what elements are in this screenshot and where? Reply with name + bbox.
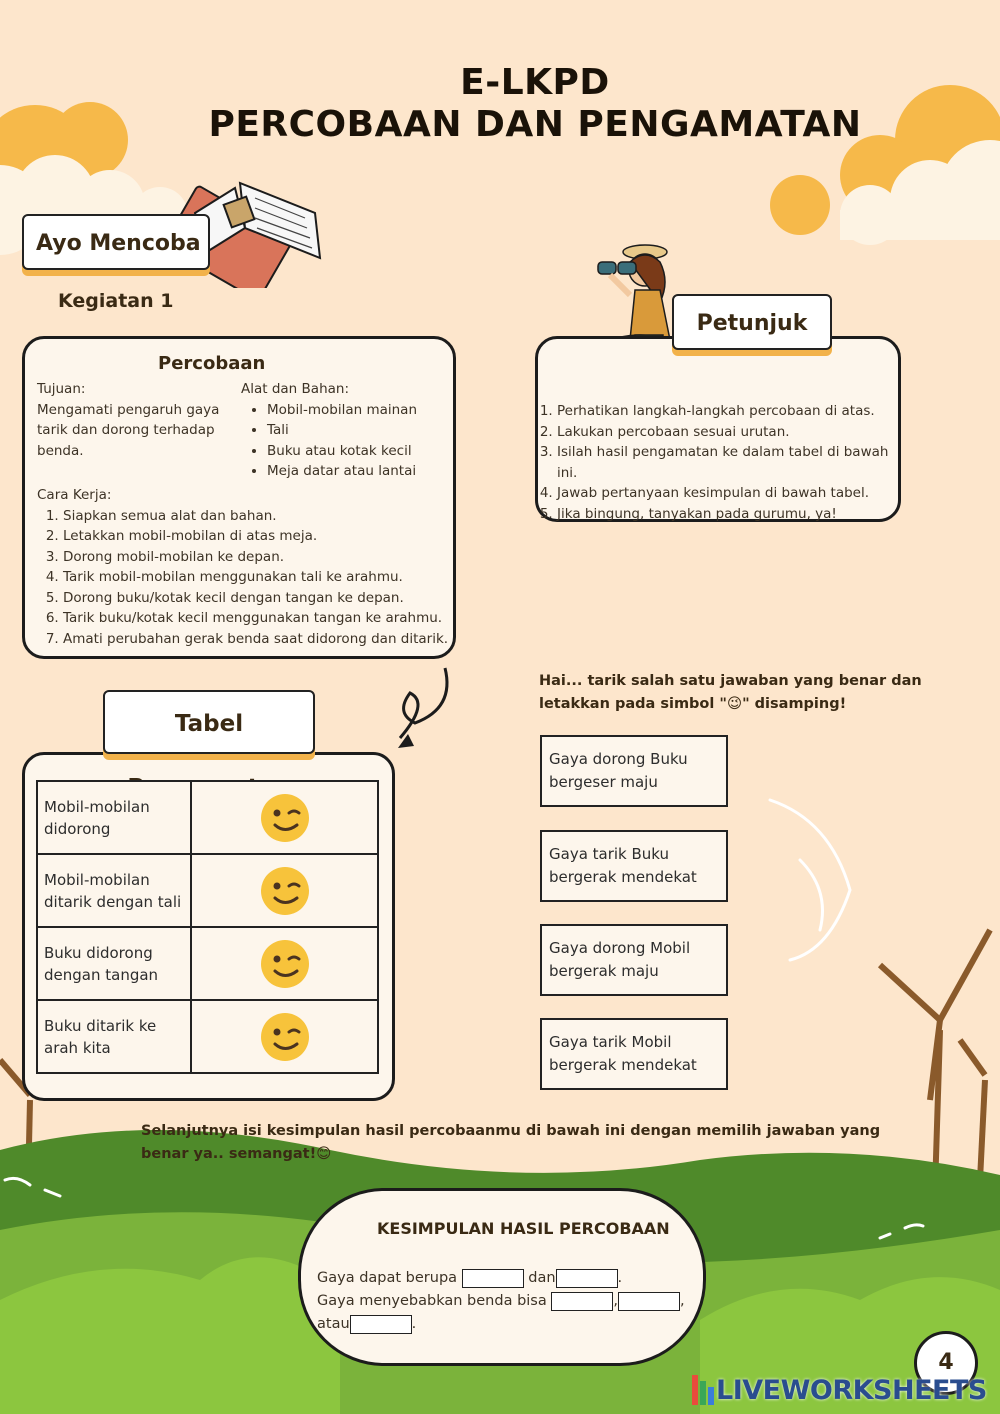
cara-list bbox=[37, 506, 452, 650]
blank-input[interactable] bbox=[551, 1292, 613, 1311]
kesimpulan-line1b: dan bbox=[528, 1270, 556, 1286]
cara-section bbox=[37, 485, 452, 649]
list-item: • Tali bbox=[267, 420, 451, 441]
wink-emoji-icon bbox=[259, 865, 311, 917]
page-title bbox=[0, 62, 1000, 146]
list-item: 5. Jika bingung, tanyakan pada gurumu, ya! bbox=[557, 504, 912, 525]
blank-input[interactable] bbox=[462, 1269, 524, 1288]
list-item: 6. Tarik buku/kotak kecil menggunakan tangan ke arahmu. bbox=[63, 608, 452, 629]
answer-card[interactable]: Gaya dorong Mobil bergerak maju bbox=[540, 924, 728, 996]
wink-emoji-icon bbox=[259, 1011, 311, 1063]
ayo-mencoba-label: Ayo Mencoba bbox=[36, 231, 201, 256]
tujuan-label: Tujuan: bbox=[37, 381, 86, 397]
page-title-line1: E-LKPD bbox=[460, 62, 610, 103]
petunjuk-label: Petunjuk bbox=[696, 311, 808, 336]
alat-list bbox=[241, 400, 451, 482]
list-item: 1. Siapkan semua alat dan bahan. bbox=[63, 506, 452, 527]
tabel-pengamatan-tag bbox=[103, 690, 315, 754]
row-label: Buku ditarik ke arah kita bbox=[37, 1000, 191, 1073]
kesimpulan-line3a: atau bbox=[317, 1316, 350, 1332]
tabel-pengamatan-label: Tabel bbox=[174, 711, 244, 737]
list-item: 7. Amati perubahan gerak benda saat didorong dan ditarik. bbox=[63, 629, 452, 650]
page-number: 4 bbox=[938, 1350, 954, 1375]
list-item: • Mobil-mobilan mainan bbox=[267, 400, 451, 421]
observation-table bbox=[36, 780, 379, 1074]
drag-instruction: Hai... tarik salah satu jawaban yang benar dan letakkan pada simbol "😉" disamping! bbox=[539, 673, 922, 712]
list-item: 2. Letakkan mobil-mobilan di atas meja. bbox=[63, 526, 452, 547]
alat-label: Alat dan Bahan: bbox=[241, 381, 349, 397]
petunjuk-box bbox=[535, 336, 901, 522]
tujuan-section bbox=[37, 379, 222, 461]
list-item: 4. Jawab pertanyaan kesimpulan di bawah tabel. bbox=[557, 483, 912, 504]
cara-label: Cara Kerja: bbox=[37, 487, 112, 503]
list-item: • Buku atau kotak kecil bbox=[267, 441, 451, 462]
liveworksheets-watermark bbox=[692, 1372, 987, 1408]
row-label: Mobil-mobilan ditarik dengan tali bbox=[37, 854, 191, 927]
row-label: Mobil-mobilan didorong bbox=[37, 781, 191, 854]
drop-target[interactable] bbox=[191, 781, 378, 854]
list-item: 5. Dorong buku/kotak kecil dengan tangan ke depan. bbox=[63, 588, 452, 609]
table-row bbox=[37, 927, 378, 1000]
blank-input[interactable] bbox=[618, 1292, 680, 1311]
list-item: 1. Perhatikan langkah-langkah percobaan di atas. bbox=[557, 401, 912, 422]
kegiatan-label: Kegiatan 1 bbox=[58, 290, 174, 312]
tujuan-text: Mengamati pengaruh gaya tarik dan dorong terhadap benda. bbox=[37, 401, 220, 459]
answer-card[interactable]: Gaya dorong Buku bergeser maju bbox=[540, 735, 728, 807]
wink-emoji-icon bbox=[259, 938, 311, 990]
drop-target[interactable] bbox=[191, 927, 378, 1000]
percobaan-heading: Percobaan bbox=[158, 353, 266, 374]
ayo-mencoba-tag bbox=[22, 214, 210, 270]
petunjuk-tag bbox=[672, 294, 832, 350]
drop-target[interactable] bbox=[191, 854, 378, 927]
percobaan-box bbox=[22, 336, 456, 659]
kesimpulan-heading: KESIMPULAN HASIL PERCOBAAN bbox=[377, 1219, 670, 1238]
kesimpulan-box bbox=[298, 1188, 706, 1366]
table-row bbox=[37, 1000, 378, 1073]
wink-emoji-icon bbox=[259, 792, 311, 844]
table-row bbox=[37, 781, 378, 854]
kesimpulan-line2a: Gaya menyebabkan benda bisa bbox=[317, 1293, 547, 1309]
alat-section bbox=[241, 379, 451, 482]
row-label: Buku didorong dengan tangan bbox=[37, 927, 191, 1000]
liveworksheets-logo-icon bbox=[692, 1375, 714, 1405]
answer-card[interactable]: Gaya tarik Buku bergerak mendekat bbox=[540, 830, 728, 902]
blank-input[interactable] bbox=[350, 1315, 412, 1334]
list-item: 3. Dorong mobil-mobilan ke depan. bbox=[63, 547, 452, 568]
list-item: 4. Tarik mobil-mobilan menggunakan tali ke arahmu. bbox=[63, 567, 452, 588]
kesimpulan-line1a: Gaya dapat berupa bbox=[317, 1270, 458, 1286]
answer-card[interactable]: Gaya tarik Mobil bergerak mendekat bbox=[540, 1018, 728, 1090]
petunjuk-list bbox=[541, 401, 912, 524]
watermark-text: LIVEWORKSHEETS bbox=[716, 1374, 987, 1406]
list-item: 3. Isilah hasil pengamatan ke dalam tabel di bawah ini. bbox=[557, 442, 912, 483]
conclusion-instruction: Selanjutnya isi kesimpulan hasil percobaanmu di bawah ini dengan memilih jawaban yang benar ya.. semangat!😊 bbox=[141, 1123, 881, 1162]
page-title-line2: PERCOBAAN DAN PENGAMATAN bbox=[208, 104, 862, 145]
drop-target[interactable] bbox=[191, 1000, 378, 1073]
kesimpulan-text: Gaya dapat berupa dan . Gaya menyebabkan benda bisa , , atau . bbox=[317, 1270, 685, 1332]
list-item: 2. Lakukan percobaan sesuai urutan. bbox=[557, 422, 912, 443]
blank-input[interactable] bbox=[556, 1269, 618, 1288]
table-row bbox=[37, 854, 378, 927]
list-item: • Meja datar atau lantai bbox=[267, 461, 451, 482]
